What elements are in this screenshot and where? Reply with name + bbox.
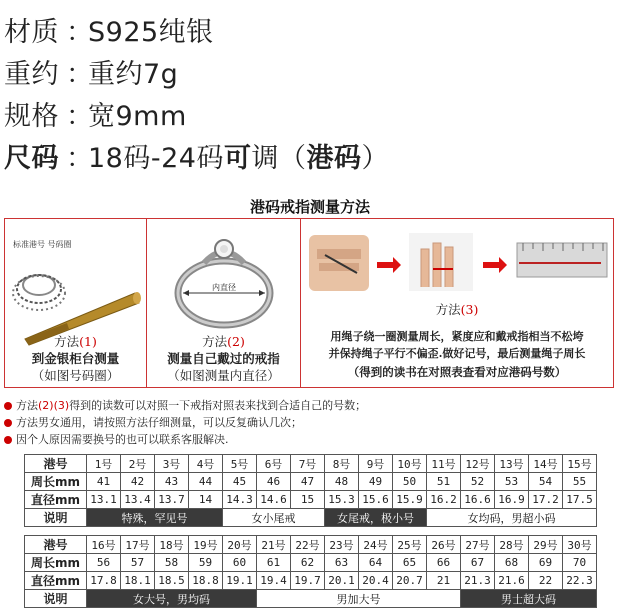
method-2-line2: 测量自己戴过的戒指 [167, 351, 280, 366]
table-cell: 26号 [427, 536, 461, 554]
table-cell: 13.7 [155, 491, 189, 509]
method-3-line4: （得到的读书在对照表查看对应港码号数） [347, 365, 567, 379]
method-3-line3: 并保持绳子平行不偏歪.做好记号，最后测量绳子周长 [328, 347, 586, 360]
close-paren: ） [361, 142, 389, 174]
table-cell: 70 [563, 554, 597, 572]
notes-list [4, 397, 616, 448]
table-cell: 42 [121, 473, 155, 491]
description-cell: 女尾戒，极小号 [325, 509, 427, 527]
bullet-icon [4, 436, 12, 444]
table-cell: 63 [325, 554, 359, 572]
table-cell: 20.7 [393, 572, 427, 590]
table-cell: 50 [393, 473, 427, 491]
method-title: 港码戒指测量方法 [249, 198, 370, 216]
table-cell: 7号 [291, 455, 325, 473]
table-cell: 49 [359, 473, 393, 491]
method-number: (2) [227, 334, 245, 349]
inner-diameter-label: 内直径 [212, 283, 236, 292]
table-cell: 17.8 [87, 572, 121, 590]
table-cell: 53 [495, 473, 529, 491]
table-cell: 22号 [291, 536, 325, 554]
method-label: 方法 [202, 334, 228, 349]
adjustable-word: 可 [223, 142, 252, 174]
table-cell: 67 [461, 554, 495, 572]
note-text: 得到的读数可以对照一下戒指对照表来找到合适自己的号数； [69, 399, 367, 412]
table-cell: 25号 [393, 536, 427, 554]
table-cell: 22.3 [563, 572, 597, 590]
method-label: 方法 [54, 334, 80, 349]
table-cell: 59 [189, 554, 223, 572]
size-row [25, 455, 597, 473]
method-1-line3: （如图号码圈） [31, 368, 120, 383]
table-cell: 10号 [393, 455, 427, 473]
table-cell: 16.6 [461, 491, 495, 509]
table-cell: 43 [155, 473, 189, 491]
table-cell: 18.8 [189, 572, 223, 590]
table-cell: 19号 [189, 536, 223, 554]
spec-value: S925纯银 [88, 16, 214, 48]
table-cell: 23号 [325, 536, 359, 554]
table-cell: 65 [393, 554, 427, 572]
table-cell: 13号 [495, 455, 529, 473]
table-cell: 3号 [155, 455, 189, 473]
table-cell: 51 [427, 473, 461, 491]
description-row [25, 509, 597, 527]
table-cell: 17.2 [529, 491, 563, 509]
table-cell: 21.3 [461, 572, 495, 590]
note-item [4, 397, 616, 414]
method-2-line3: （如图测量内直径） [167, 368, 280, 383]
table-cell: 14.3 [223, 491, 257, 509]
table-cell: 17.5 [563, 491, 597, 509]
table-cell: 4号 [189, 455, 223, 473]
table-cell: 18号 [155, 536, 189, 554]
bullet-icon [4, 419, 12, 427]
table-cell: 2号 [121, 455, 155, 473]
hk-size-word: 港码 [306, 142, 362, 174]
note-prefix: 方法 [16, 399, 38, 412]
table-cell: 19.7 [291, 572, 325, 590]
method-3-caption [301, 301, 613, 318]
table-cell: 24号 [359, 536, 393, 554]
method-2-panel [147, 219, 301, 387]
table-cell: 29号 [529, 536, 563, 554]
spec-colon: ： [66, 142, 94, 174]
description-cell: 特殊，罕见号 [87, 509, 223, 527]
size-range: 18码-24码 [88, 142, 224, 174]
table-cell: 58 [155, 554, 189, 572]
row-header: 港号 [25, 455, 87, 473]
table-cell: 64 [359, 554, 393, 572]
string-measure-illustration [301, 229, 613, 299]
spec-key: 规格 [4, 100, 59, 132]
spec-weight [4, 50, 604, 92]
table-cell: 16.2 [427, 491, 461, 509]
table-cell: 19.4 [257, 572, 291, 590]
table-cell: 61 [257, 554, 291, 572]
circumference-row [25, 473, 597, 491]
note-item [4, 431, 616, 448]
table-cell: 14.6 [257, 491, 291, 509]
method-2-caption [147, 333, 300, 350]
table-cell: 15.9 [393, 491, 427, 509]
table-cell: 69 [529, 554, 563, 572]
method-1-line2: 到金银柜台测量 [31, 351, 120, 366]
size-row [25, 536, 597, 554]
note-text: 方法男女通用，请按照方法仔细测量，可以反复确认几次； [16, 416, 302, 429]
row-header: 说明 [25, 590, 87, 608]
method-number: (3) [460, 302, 479, 317]
table-cell: 60 [223, 554, 257, 572]
method-1-panel [5, 219, 147, 387]
table-cell: 55 [563, 473, 597, 491]
table-cell: 8号 [325, 455, 359, 473]
description-cell: 男士超大码 [461, 590, 597, 608]
table-cell: 20号 [223, 536, 257, 554]
table-cell: 52 [461, 473, 495, 491]
method-3-line2: 用绳子绕一圈测量周长，紧度应和戴戒指相当不松垮 [330, 330, 584, 343]
description-cell: 女大号，男均码 [87, 590, 257, 608]
table-cell: 19.1 [223, 572, 257, 590]
table-cell: 57 [121, 554, 155, 572]
method-3-panel [301, 219, 613, 387]
table-cell: 15.6 [359, 491, 393, 509]
circumference-row [25, 554, 597, 572]
description-cell: 男加大号 [257, 590, 461, 608]
spec-key: 材质 [4, 16, 59, 48]
table-cell: 18.5 [155, 572, 189, 590]
note-text: 因个人原因需要换号的也可以联系客服解决. [16, 433, 229, 446]
row-header: 周长mm [25, 554, 87, 572]
size-table-1 [24, 454, 597, 527]
table-cell: 17号 [121, 536, 155, 554]
table-cell: 66 [427, 554, 461, 572]
spec-colon: ： [66, 100, 94, 132]
table-cell: 15 [291, 491, 325, 509]
table-cell: 18.1 [121, 572, 155, 590]
table-cell: 47 [291, 473, 325, 491]
table-cell: 20.4 [359, 572, 393, 590]
table-cell: 12号 [461, 455, 495, 473]
description-cell: 女均码，男超小码 [427, 509, 597, 527]
table-cell: 14号 [529, 455, 563, 473]
row-header: 直径mm [25, 491, 87, 509]
table-cell: 45 [223, 473, 257, 491]
table-cell: 48 [325, 473, 359, 491]
table-cell: 62 [291, 554, 325, 572]
adjustable-suffix: 调（ [251, 142, 307, 174]
table-cell: 20.1 [325, 572, 359, 590]
table-cell: 1号 [87, 455, 121, 473]
spec-key: 重约 [4, 58, 59, 90]
table-cell: 14 [189, 491, 223, 509]
bullet-icon [4, 402, 12, 410]
spec-colon: ： [66, 16, 94, 48]
diameter-row [25, 491, 597, 509]
table-cell: 27号 [461, 536, 495, 554]
spec-key: 尺码 [4, 142, 59, 174]
row-header: 港号 [25, 536, 87, 554]
method-1-caption [5, 333, 146, 350]
spec-size [4, 134, 604, 176]
row-header: 周长mm [25, 473, 87, 491]
table-cell: 9号 [359, 455, 393, 473]
table-cell: 21.6 [495, 572, 529, 590]
spec-value: 宽9mm [88, 100, 187, 132]
spec-list [4, 8, 604, 176]
ring-diameter-illustration [149, 223, 299, 333]
table-cell: 15号 [563, 455, 597, 473]
table-cell: 44 [189, 473, 223, 491]
ring-gauge-label: 标准港号 号码圈 [13, 240, 72, 249]
table-cell: 21号 [257, 536, 291, 554]
table-cell: 30号 [563, 536, 597, 554]
note-item [4, 414, 616, 431]
size-table-2 [24, 535, 597, 608]
description-row [25, 590, 597, 608]
table-cell: 13.1 [87, 491, 121, 509]
row-header: 直径mm [25, 572, 87, 590]
table-cell: 46 [257, 473, 291, 491]
table-cell: 22 [529, 572, 563, 590]
diameter-row [25, 572, 597, 590]
table-cell: 16号 [87, 536, 121, 554]
table-cell: 5号 [223, 455, 257, 473]
method-panels [4, 218, 614, 388]
description-cell: 女小尾戒 [223, 509, 325, 527]
spec-value: 重约7g [88, 58, 179, 90]
table-cell: 68 [495, 554, 529, 572]
note-highlight: (2)(3) [38, 399, 70, 412]
spec-colon: ： [66, 58, 94, 90]
table-cell: 11号 [427, 455, 461, 473]
table-cell: 28号 [495, 536, 529, 554]
table-cell: 16.9 [495, 491, 529, 509]
table-cell: 21 [427, 572, 461, 590]
table-cell: 6号 [257, 455, 291, 473]
table-cell: 56 [87, 554, 121, 572]
table-cell: 13.4 [121, 491, 155, 509]
table-cell: 41 [87, 473, 121, 491]
row-header: 说明 [25, 509, 87, 527]
spec-material [4, 8, 604, 50]
spec-value [88, 136, 389, 175]
spec-width [4, 92, 604, 134]
table-cell: 15.3 [325, 491, 359, 509]
method-number: (1) [79, 334, 97, 349]
method-label: 方法 [435, 302, 461, 317]
table-cell: 54 [529, 473, 563, 491]
